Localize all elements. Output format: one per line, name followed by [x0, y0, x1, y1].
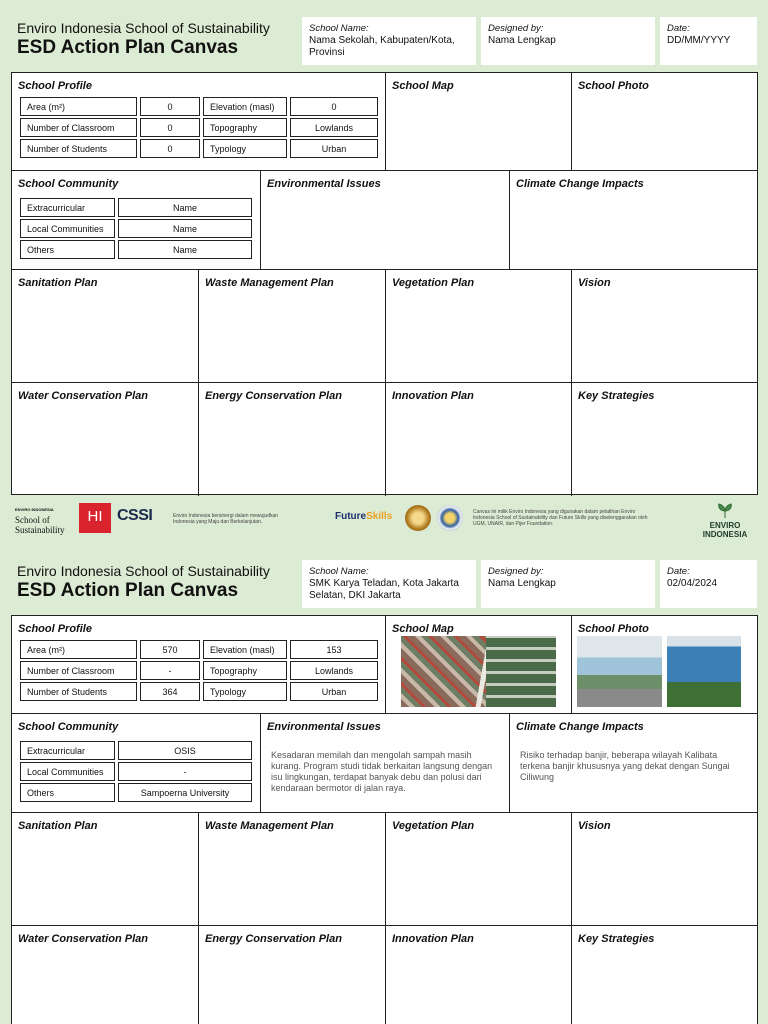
page-title: ESD Action Plan Canvas	[17, 580, 239, 601]
designed-by-box[interactable]	[481, 17, 655, 65]
school-map-heading: School Map	[392, 80, 454, 92]
school-profile-table	[17, 95, 381, 160]
area-label: Area (m²)	[20, 640, 137, 659]
key-strategies-cell[interactable]	[572, 383, 758, 496]
school-building-photo	[577, 636, 662, 707]
innovation-plan-cell[interactable]	[386, 383, 572, 496]
school-community-heading: School Community	[18, 721, 119, 733]
water-conservation-cell[interactable]	[12, 926, 199, 1024]
waste-management-heading: Waste Management Plan	[205, 820, 334, 832]
typology-label: Typology	[203, 139, 287, 158]
date-box[interactable]	[660, 17, 757, 65]
area-value[interactable]: 570	[140, 640, 200, 659]
others-label: Others	[20, 783, 115, 802]
local-communities-value[interactable]: -	[118, 762, 252, 781]
area-label: Area (m²)	[20, 97, 137, 116]
energy-conservation-cell[interactable]	[199, 926, 386, 1024]
key-strategies-heading: Key Strategies	[578, 390, 655, 402]
students-value[interactable]: 364	[140, 682, 200, 701]
future-skills-logo: FutureSkills	[335, 511, 393, 522]
topography-value[interactable]: Lowlands	[290, 118, 378, 137]
area-value[interactable]: 0	[140, 97, 200, 116]
vision-cell[interactable]	[572, 813, 758, 926]
waste-management-heading: Waste Management Plan	[205, 277, 334, 289]
water-conservation-heading: Water Conservation Plan	[18, 390, 148, 402]
others-value[interactable]: Sampoerna University	[118, 783, 252, 802]
school-community-heading: School Community	[18, 178, 119, 190]
cssi-logo: CSSI	[117, 507, 153, 524]
vision-heading: Vision	[578, 277, 611, 289]
org-name: Enviro Indonesia School of Sustainability	[17, 563, 270, 579]
extracurricular-value[interactable]: OSIS	[118, 741, 252, 760]
climate-impacts-cell[interactable]	[510, 171, 758, 270]
leaf-icon	[714, 503, 736, 519]
designed-by-box[interactable]	[481, 560, 655, 608]
school-photo-cell[interactable]	[572, 73, 758, 171]
environmental-issues-heading: Environmental Issues	[267, 721, 381, 733]
local-communities-label: Local Communities	[20, 762, 115, 781]
sanitation-plan-cell[interactable]	[12, 813, 199, 926]
vegetation-plan-heading: Vegetation Plan	[392, 820, 475, 832]
vision-cell[interactable]	[572, 270, 758, 383]
date-value: 02/04/2024	[667, 578, 718, 589]
vegetation-plan-cell[interactable]	[386, 813, 572, 926]
tagline-text: Enviro Indonesia bersinergi dalam mewujudkan Indonesia yang Maju dan Berkelanjutan.	[173, 513, 279, 525]
climate-impacts-cell[interactable]	[510, 714, 758, 813]
sanitation-plan-cell[interactable]	[12, 270, 199, 383]
date-label: Date:	[667, 23, 690, 34]
water-conservation-cell[interactable]	[12, 383, 199, 496]
vision-heading: Vision	[578, 820, 611, 832]
students-label: Number of Students	[20, 682, 137, 701]
topography-value[interactable]: Lowlands	[290, 661, 378, 680]
environmental-issues-cell[interactable]	[261, 171, 510, 270]
school-name-box[interactable]	[302, 560, 476, 608]
school-community-cell	[12, 171, 261, 270]
disclaimer-text: Canvas ini milik Enviro Indonesia yang digunakan dalam pelatihan Enviro Indonesia School of Sustainability dan Future Skills yang diselenggarakan oleh UGM, UNAIR, dan Pijer Foundation.	[473, 509, 648, 527]
vegetation-plan-cell[interactable]	[386, 270, 572, 383]
innovation-plan-heading: Innovation Plan	[392, 390, 474, 402]
date-label: Date:	[667, 566, 690, 577]
org-name: Enviro Indonesia School of Sustainability	[17, 20, 270, 36]
school-community-table	[17, 739, 255, 804]
key-strategies-cell[interactable]	[572, 926, 758, 1024]
enviro-indonesia-logo: ENVIRO INDONESIA	[697, 503, 753, 539]
waste-management-cell[interactable]	[199, 813, 386, 926]
designed-by-label: Designed by:	[488, 23, 544, 34]
elevation-value[interactable]: 0	[290, 97, 378, 116]
topography-label: Topography	[203, 118, 287, 137]
environmental-issues-cell[interactable]	[261, 714, 510, 813]
energy-conservation-heading: Energy Conservation Plan	[205, 390, 342, 402]
school-community-table	[17, 196, 255, 261]
school-of-sustainability-logo: ENVIRO INDONESIA School of Sustainability	[15, 507, 65, 535]
school-profile-table	[17, 638, 381, 703]
elevation-label: Elevation (masl)	[203, 640, 287, 659]
school-name-value: SMK Karya Teladan, Kota Jakarta Selatan, DKI Jakarta	[309, 578, 459, 601]
typology-value[interactable]: Urban	[290, 139, 378, 158]
classrooms-label: Number of Classroom	[20, 118, 137, 137]
university-seal-icon	[405, 505, 431, 531]
hi-logo: HI	[79, 503, 111, 533]
school-profile-heading: School Profile	[18, 623, 92, 635]
school-name-box[interactable]	[302, 17, 476, 65]
elevation-label: Elevation (masl)	[203, 97, 287, 116]
school-name-label: School Name:	[309, 566, 369, 577]
designed-by-value: Nama Lengkap	[488, 35, 556, 46]
page-title: ESD Action Plan Canvas	[17, 37, 239, 58]
energy-conservation-cell[interactable]	[199, 383, 386, 496]
energy-conservation-heading: Energy Conservation Plan	[205, 933, 342, 945]
local-communities-label: Local Communities	[20, 219, 115, 238]
topography-label: Topography	[203, 661, 287, 680]
school-map-heading: School Map	[392, 623, 454, 635]
local-communities-value[interactable]: Name	[118, 219, 252, 238]
canvas-grid	[11, 72, 758, 495]
environmental-issues-heading: Environmental Issues	[267, 178, 381, 190]
waste-management-cell[interactable]	[199, 270, 386, 383]
university-seal-icon	[437, 505, 463, 531]
others-value[interactable]: Name	[118, 240, 252, 259]
school-profile-cell	[12, 616, 386, 714]
school-name-label: School Name:	[309, 23, 369, 34]
designed-by-label: Designed by:	[488, 566, 544, 577]
key-strategies-heading: Key Strategies	[578, 933, 655, 945]
innovation-plan-cell[interactable]	[386, 926, 572, 1024]
extracurricular-label: Extracurricular	[20, 741, 115, 760]
elevation-value[interactable]: 153	[290, 640, 378, 659]
classrooms-value[interactable]: -	[140, 661, 200, 680]
school-photo-heading: School Photo	[578, 80, 649, 92]
canvas-grid	[11, 615, 758, 1024]
date-box[interactable]	[660, 560, 757, 608]
school-building-photo	[667, 636, 741, 707]
designed-by-value: Nama Lengkap	[488, 578, 556, 589]
vegetation-plan-heading: Vegetation Plan	[392, 277, 475, 289]
innovation-plan-heading: Innovation Plan	[392, 933, 474, 945]
students-label: Number of Students	[20, 139, 137, 158]
logo-strip	[11, 497, 758, 541]
environmental-issues-text: Kesadaran memilah dan mengolah sampah masih kurang. Program studi tidak berkaitan langsung dengan isu lingkungan, terdapat banyak debu dan polusi dari kendaraan bermotor di jalan raya.	[271, 750, 493, 793]
school-map-cell[interactable]	[386, 616, 572, 714]
school-map-cell[interactable]	[386, 73, 572, 171]
extracurricular-label: Extracurricular	[20, 198, 115, 217]
school-profile-heading: School Profile	[18, 80, 92, 92]
others-label: Others	[20, 240, 115, 259]
sanitation-plan-heading: Sanitation Plan	[18, 277, 98, 289]
water-conservation-heading: Water Conservation Plan	[18, 933, 148, 945]
school-photo-heading: School Photo	[578, 623, 649, 635]
school-name-value: Nama Sekolah, Kabupaten/Kota, Provinsi	[309, 35, 455, 58]
students-value[interactable]: 0	[140, 139, 200, 158]
classrooms-label: Number of Classroom	[20, 661, 137, 680]
typology-label: Typology	[203, 682, 287, 701]
sanitation-plan-heading: Sanitation Plan	[18, 820, 98, 832]
extracurricular-value[interactable]: Name	[118, 198, 252, 217]
climate-impacts-text: Risiko terhadap banjir, beberapa wilayah Kalibata terkena banjir khususnya yang dekat dengan Sungai Ciliwung	[520, 750, 730, 782]
satellite-map-image-detail	[486, 636, 556, 707]
classrooms-value[interactable]: 0	[140, 118, 200, 137]
school-community-cell	[12, 714, 261, 813]
date-value: DD/MM/YYYY	[667, 35, 731, 46]
school-photo-cell[interactable]	[572, 616, 758, 714]
climate-impacts-heading: Climate Change Impacts	[516, 721, 644, 733]
school-profile-cell	[12, 73, 386, 171]
climate-impacts-heading: Climate Change Impacts	[516, 178, 644, 190]
typology-value[interactable]: Urban	[290, 682, 378, 701]
